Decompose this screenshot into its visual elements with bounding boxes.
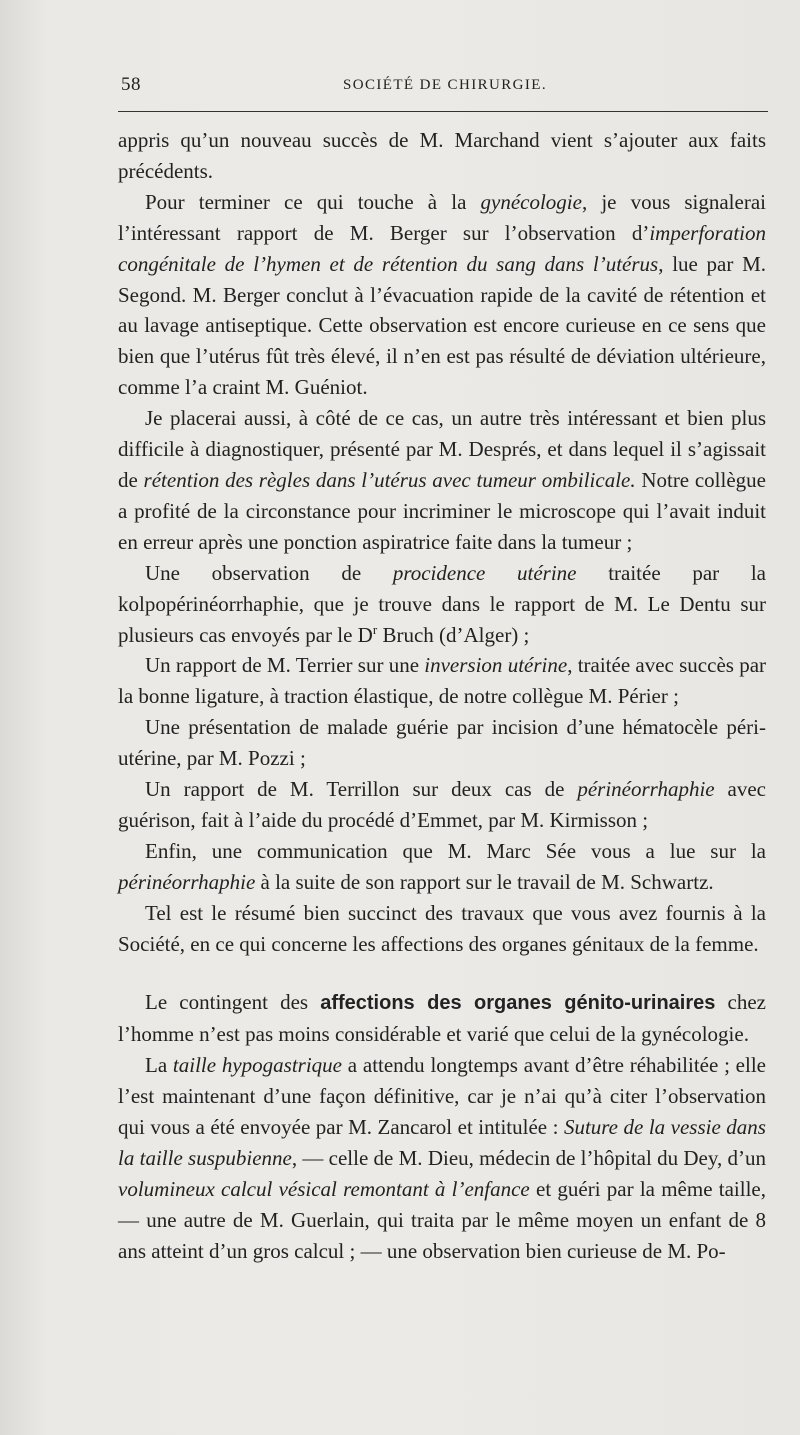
text-run: Un rapport de M. Terrier sur une (145, 653, 425, 678)
text-run: appris qu’un nouveau succès de M. Marchand vient s’ajouter aux faits précédents. (118, 128, 766, 183)
text-run: Tel est le résumé bien succinct des travaux que vous avez fournis à la Société, en ce qui concerne les affections des organes génitaux de la femme. (118, 900, 766, 956)
body-text (118, 125, 766, 1267)
italic-text: périnéorrhaphie (118, 869, 256, 894)
paragraph (118, 125, 766, 187)
text-run: a attendu longtemps avant d’être réhabilitée ; elle l’est maintenant d’une façon définitive, car je n’ai qu’à citer l’observation qui vous a été envoyée par M. Zancarol et intitulée : (118, 1053, 766, 1140)
text-run: La (145, 1053, 173, 1078)
italic-text: Suture de la vessie dans la taille suspubienne (118, 1115, 766, 1170)
italic-text: volumineux calcul vésical remontant à l’enfance (118, 1176, 530, 1201)
text-run: Une observation de (145, 560, 393, 585)
paragraph (118, 987, 766, 1050)
paragraph (118, 403, 766, 558)
text-run: Une présentation de malade guérie par incision d’une hématocèle péri-utérine, par M. Pozzi ; (118, 715, 766, 771)
text-run: , lue par M. Segond. M. Berger conclut à l’évacuation rapide de la cavité de rétention et au lavage antiseptique. Cette observation est encore curieuse en ce sens que bien que l’utérus fût très élevé, il n’en est pas résulté de déviation ultérieure, comme l’a craint M. Guéniot. (118, 251, 766, 400)
text-run: , — celle de M. Dieu, médecin de l’hôpital du Dey, d’un (291, 1146, 766, 1170)
text-run: chez l’homme n’est pas moins considérable et varié que celui de la gynécologie. (118, 990, 767, 1047)
paragraph (118, 712, 766, 774)
text-run: avec guérison, fait à l’aide du procédé d’Emmet, par M. Kirmisson ; (118, 777, 766, 832)
paragraph (118, 836, 766, 898)
text-run: et guéri par la même taille, — une autre de M. Guerlain, qui traita par le même moyen un enfant de 8 ans atteint d’un gros calcul ; — une observation bien curieuse de M. Po- (118, 1176, 766, 1263)
italic-text: imperforation congénitale de l’hymen et de rétention du sang dans l’utérus (118, 220, 766, 276)
text-run: Un rapport de M. Terrillon sur deux cas de (145, 777, 578, 802)
italic-text: inversion utérine (424, 653, 568, 678)
text-run: Enfin, une communication que M. Marc Sée vous a lue sur la (145, 838, 766, 863)
italic-text: procidence utérine (392, 560, 577, 585)
header-rule (118, 111, 768, 112)
text-run: Notre collègue a profité de la circonstance pour incriminer le microscope qui l’avait induit en erreur après une ponction aspiratrice faite dans la tumeur ; (118, 467, 766, 554)
paragraph (118, 898, 766, 960)
text-run: à la suite de son rapport sur le travail de M. Schwartz. (255, 869, 714, 894)
bold-text: affections des organes génito-urinaires (320, 992, 716, 1015)
text-run: , traitée avec succès par la bonne ligature, à traction élastique, de notre collègue M. Périer ; (118, 653, 767, 709)
text-run: , je vous signalerai l’intéressant rapport de M. Berger sur l’observation d’ (118, 189, 766, 245)
text-run: Bruch (d’Alger) ; (377, 622, 530, 647)
italic-text: taille hypogastrique (172, 1053, 343, 1078)
page-number: 58 (121, 74, 141, 95)
paragraph (118, 558, 766, 651)
paragraph (118, 774, 766, 836)
paragraph (118, 1050, 766, 1266)
text-run: Pour terminer ce qui touche à la (145, 189, 481, 214)
page-header (118, 72, 766, 102)
italic-text: rétention des règles dans l’utérus avec tumeur ombilicale. (143, 467, 636, 492)
text-run: Le contingent des (145, 990, 321, 1015)
paragraph (118, 187, 766, 403)
running-title: SOCIÉTÉ DE CHIRURGIE. (343, 77, 547, 93)
italic-text: périnéorrhaphie (577, 777, 715, 802)
text-run: traitée par la kolpopérinéorrhaphie, que je trouve dans le rapport de M. Le Dentu sur plusieurs cas envoyés par le D (118, 560, 766, 647)
paragraph (118, 650, 766, 712)
superscript-text: r (372, 621, 378, 637)
text-run: Je placerai aussi, à côté de ce cas, un autre très intéressant et bien plus difficile à diagnostiquer, présenté par M. Després, et dans lequel il s’agissait de (118, 406, 766, 492)
italic-text: gynécologie (480, 189, 582, 214)
